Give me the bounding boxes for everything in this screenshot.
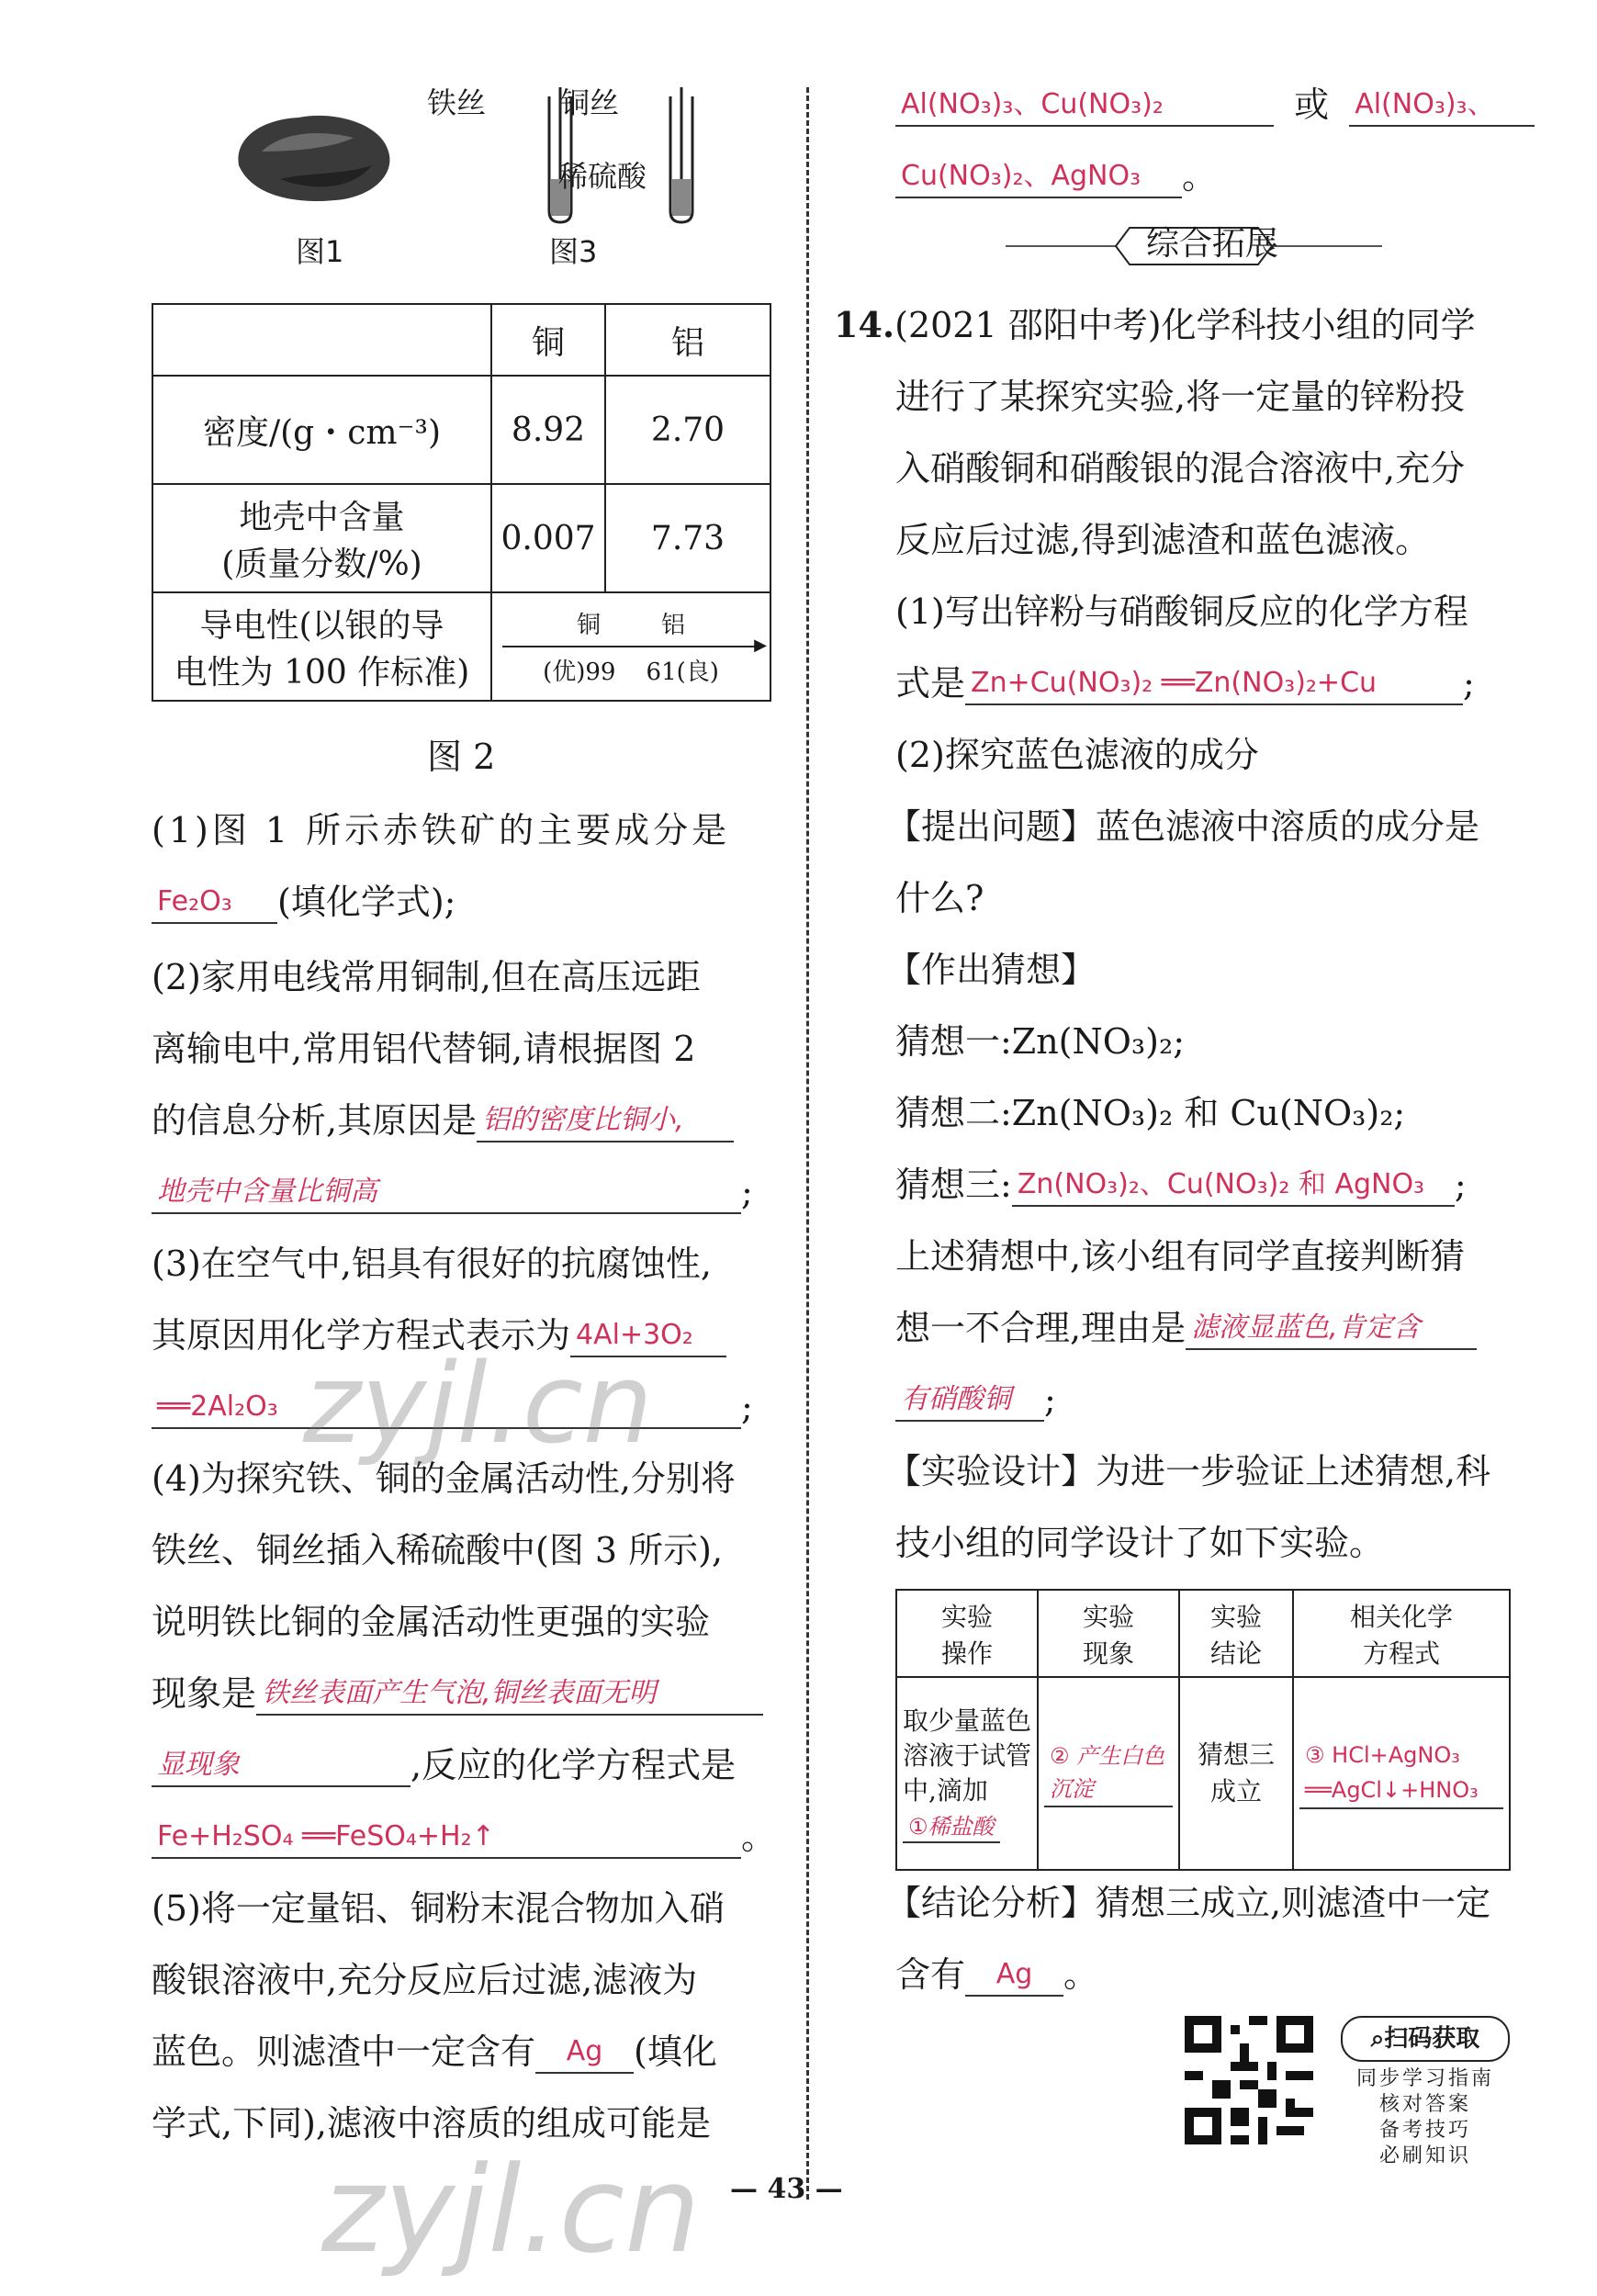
q1-line-b (152, 880, 455, 924)
judge-prefix: 想一不合理,理由是 (895, 1308, 1187, 1348)
exp-header-phenomenon: 实验 现象 (1038, 1590, 1179, 1677)
conclusion-line-b (895, 1953, 1098, 1997)
arrow-head-icon: ▶ (754, 636, 767, 655)
q4-prefix: 现象是 (152, 1673, 257, 1714)
q14-line-a (834, 303, 1476, 347)
conductivity-label (152, 592, 491, 701)
scan-item: 备考技巧 (1378, 2119, 1471, 2142)
fig3-label-acid: 稀硫酸 (558, 159, 647, 194)
q5-answer-b: Al(NO₃)₃、 (1349, 84, 1535, 127)
q5-prefix: 蓝色。则滤渣中一定含有 (152, 2032, 536, 2072)
section-title: 综合拓展 (1146, 225, 1279, 263)
q1-suffix: (填化学式); (277, 882, 456, 922)
exp-equation-answer: ③ HCl+AgNO₃ ══AgCl↓+HNO₃ (1299, 1738, 1503, 1809)
cond-arrow (502, 636, 767, 655)
q4-line-b: 铁丝、铜丝插入稀硫酸中(图 3 所示), (152, 1530, 724, 1570)
density-al: 2.70 (605, 376, 770, 484)
scan-item: 核对答案 (1378, 2093, 1471, 2116)
q2-line-b: 离输电中,常用铝代替铜,请根据图 2 (152, 1029, 696, 1069)
q1-answer: Fe₂O₃ (152, 882, 277, 924)
q4-answer-1: 铁丝表面产生气泡,铜丝表面无明 (256, 1673, 763, 1716)
column-divider (806, 87, 809, 2200)
q3-answer-2: ══2Al₂O₃ (152, 1387, 741, 1429)
q5-line-d: 学式,下同),滤液中溶质的组成可能是 (152, 2103, 711, 2144)
judge-answer-1: 滤液显蓝色,肯定含 (1186, 1308, 1477, 1350)
q5-cont-line-a (895, 83, 1535, 127)
exp-phenomenon-answer: ② 产生白色沉淀 (1044, 1739, 1173, 1807)
q5-answer-c: Cu(NO₃)₂、AgNO₃ (895, 156, 1182, 198)
props-header-cu: 铜 (491, 304, 605, 376)
guess-3-answer: Zn(NO₃)₂、Cu(NO₃)₂ 和 AgNO₃ (1012, 1165, 1455, 1207)
q5-answer-a: Al(NO₃)₃、Cu(NO₃)₂ (895, 84, 1274, 127)
crust-label-line2: (质量分数/%) (221, 546, 422, 583)
q4-line-c: 说明铁比铜的金属活动性更强的实验 (152, 1602, 711, 1642)
qr-code-icon[interactable] (1185, 2016, 1313, 2144)
page-number: — 43 — (730, 2173, 843, 2205)
props-header-empty (152, 304, 491, 376)
q1-line-a: (1)图 1 所示赤铁矿的主要成分是 (152, 810, 731, 850)
judge-end: ; (1044, 1379, 1056, 1420)
q14-1-line-a: (1)写出锌粉与硝酸铜反应的化学方程 (895, 591, 1468, 632)
cond-label-line1: 导电性(以银的导 (199, 607, 444, 645)
q2-line-c (152, 1098, 734, 1142)
exp-header-equation: 相关化学 方程式 (1293, 1590, 1510, 1677)
q14-2-line: (2)探究蓝色滤液的成分 (895, 735, 1259, 775)
crust-label-line1: 地壳中含量 (239, 499, 405, 536)
q2-answer-1: 铝的密度比铜小, (477, 1100, 734, 1142)
guess-3-prefix: 猜想三: (895, 1165, 1012, 1205)
exp-equation-cell (1293, 1677, 1510, 1870)
q4-end: 。 (741, 1817, 777, 1857)
scan-items (1343, 2066, 1508, 2169)
guess-3-end: ; (1454, 1165, 1467, 1205)
crust-al: 7.73 (605, 484, 770, 592)
cond-scale-top: 铜 铝 (576, 612, 686, 639)
q4-line-a: (4)为探究铁、铜的金属活动性,分别将 (152, 1458, 736, 1499)
cond-scale-bottom: (优)99 61(良) (543, 658, 719, 686)
conclusion-answer: Ag (965, 1954, 1063, 1997)
fig3-label-iron: 铁丝 (427, 85, 487, 120)
q5-line-b: 酸银溶液中,充分反应后过滤,滤液为 (152, 1960, 698, 2000)
crust-label (152, 484, 491, 592)
exp-operation-answer: ①稀盐酸 (903, 1812, 1000, 1843)
judge-line-b (895, 1306, 1477, 1350)
scan-item: 必刷知识 (1378, 2144, 1471, 2167)
q2-line-d (152, 1170, 753, 1214)
q4-mid: ,反应的化学方程式是 (410, 1745, 737, 1785)
judge-line-a: 上述猜想中,该小组有同学直接判断猜 (895, 1236, 1466, 1277)
exp-operation-cell (896, 1677, 1038, 1870)
q3-prefix: 其原因用化学方程式表示为 (152, 1315, 571, 1356)
watermark: zyjl.cn (321, 2140, 701, 2279)
q5-cont-end: 。 (1182, 156, 1218, 197)
judge-answer-2: 有硝酸铜 (895, 1379, 1044, 1422)
q14-1-end: ; (1463, 663, 1475, 703)
q14-line-c: 入硝酸铜和硝酸银的混合溶液中,充分 (895, 448, 1466, 489)
q5-line-a: (5)将一定量铝、铜粉末混合物加入硝 (152, 1888, 725, 1929)
fig3-label-copper: 铜丝 (560, 85, 620, 120)
scan-item: 同步学习指南 (1355, 2067, 1494, 2090)
exp-phenomenon-cell (1038, 1677, 1179, 1870)
q4-line-d (152, 1671, 763, 1716)
q4-line-e (152, 1743, 736, 1787)
guess-2: 猜想二:Zn(NO₃)₂ 和 Cu(NO₃)₂; (895, 1093, 1406, 1133)
guess-title: 【作出猜想】 (886, 950, 1097, 990)
q5-or: 或 (1294, 84, 1330, 125)
fig3-caption: 图3 (549, 234, 598, 269)
q2-line-a: (2)家用电线常用铜制,但在高压远距 (152, 957, 701, 997)
props-header-al: 铝 (605, 304, 770, 376)
q14-number: 14. (834, 304, 895, 345)
guess-1: 猜想一:Zn(NO₃)₂; (895, 1021, 1186, 1062)
exp-header-operation: 实验 操作 (896, 1590, 1038, 1677)
experiment-table (895, 1589, 1511, 1871)
q3-end: ; (741, 1387, 753, 1427)
fig2-caption: 图 2 (427, 737, 496, 777)
watermark: zyjl.cn (303, 1341, 653, 1469)
exp-header-conclusion: 实验 结论 (1179, 1590, 1293, 1677)
q4-line-f (152, 1815, 776, 1859)
q2-prefix: 的信息分析,其原因是 (152, 1100, 478, 1141)
conductivity-scale (491, 592, 770, 701)
q5-cont-line-b (895, 154, 1217, 198)
q14-1-line-b (895, 661, 1475, 705)
metal-properties-table (152, 303, 771, 702)
q5-line-c (152, 2030, 717, 2074)
scan-label: 扫码获取 (1384, 2025, 1480, 2053)
scan-badge[interactable] (1341, 2016, 1510, 2062)
q5-suffix: (填化 (634, 2032, 717, 2072)
crust-cu: 0.007 (491, 484, 605, 592)
q14-line-b: 进行了某探究实验,将一定量的锌粉投 (895, 377, 1466, 417)
q14-intro: (2021 邵阳中考)化学科技小组的同学 (894, 305, 1476, 345)
conclusion-prefix: 含有 (895, 1954, 966, 1995)
q2-end: ; (741, 1172, 753, 1212)
density-label: 密度/(g・cm⁻³) (152, 376, 491, 484)
guess-3-line (895, 1163, 1467, 1207)
density-cu: 8.92 (491, 376, 605, 484)
q3-answer-1: 4Al+3O₂ (570, 1315, 726, 1357)
conclusion-line-a: 【结论分析】猜想三成立,则滤渣中一定 (886, 1883, 1491, 1923)
exp-conclusion-cell: 猜想三成立 (1179, 1677, 1293, 1870)
judge-line-c (895, 1378, 1056, 1422)
q4-answer-2: 显现象 (152, 1745, 410, 1787)
design-line-a: 【实验设计】为进一步验证上述猜想,科 (886, 1451, 1491, 1491)
q5-answer: Ag (535, 2032, 634, 2074)
cond-label-line2: 电性为 100 作标准) (174, 654, 470, 692)
q3-line-a: (3)在空气中,铝具有很好的抗腐蚀性, (152, 1244, 712, 1284)
scan-icon: ⌕ (1370, 2025, 1385, 2053)
exp-operation-text: 取少量蓝色溶液于试管中,滴加 (903, 1705, 1032, 1806)
ask-line-b: 什么? (895, 878, 984, 918)
q14-line-d: 反应后过滤,得到滤渣和蓝色滤液。 (895, 520, 1431, 560)
fig1-caption: 图1 (296, 234, 344, 269)
q4-answer-3: Fe+H₂SO₄ ══FeSO₄+H₂↑ (152, 1817, 741, 1859)
q2-answer-2: 地壳中含量比铜高 (152, 1172, 741, 1214)
q14-1-prefix: 式是 (895, 663, 966, 703)
conclusion-end: 。 (1063, 1954, 1099, 1995)
ask-line-a: 【提出问题】蓝色滤液中溶质的成分是 (886, 806, 1480, 847)
hematite-ore-image (225, 101, 399, 211)
q14-1-answer: Zn+Cu(NO₃)₂ ══Zn(NO₃)₂+Cu (965, 663, 1463, 705)
design-line-b: 技小组的同学设计了如下实验。 (895, 1523, 1385, 1563)
